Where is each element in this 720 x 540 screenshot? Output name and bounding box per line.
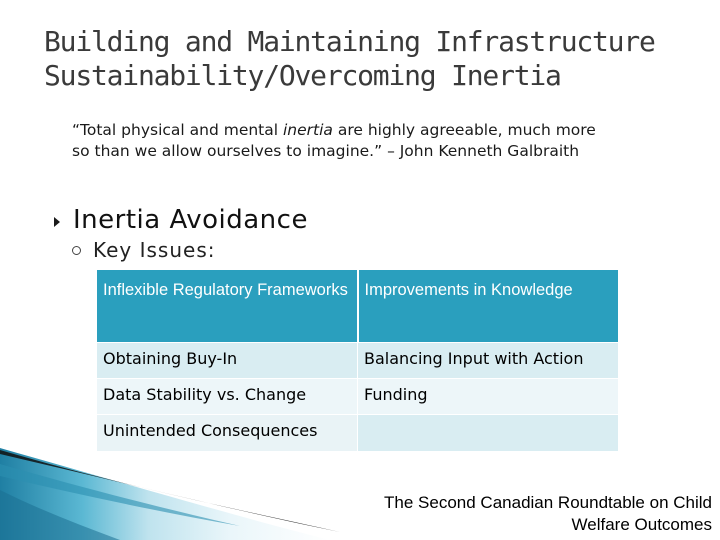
quote-italic-word: inertia bbox=[282, 121, 333, 139]
table-cell: Unintended Consequences bbox=[97, 415, 358, 452]
arrow-bullet-icon bbox=[54, 217, 60, 227]
sub-bullet-key-issues bbox=[72, 238, 216, 262]
quote-text-before: “Total physical and mental bbox=[72, 121, 283, 139]
slide-title bbox=[44, 25, 704, 93]
quote bbox=[72, 120, 702, 162]
ring-bullet-icon bbox=[72, 246, 81, 255]
footer-line-1: The Second Canadian Roundtable on Child bbox=[384, 493, 712, 512]
table-header-row bbox=[97, 270, 619, 343]
table-header-cell: Inflexible Regulatory Frameworks bbox=[97, 270, 358, 343]
table-cell: Balancing Input with Action bbox=[358, 343, 619, 379]
table-header-cell: Improvements in Knowledge bbox=[358, 270, 619, 343]
quote-text-after: are highly agreeable, much more bbox=[332, 121, 596, 139]
footer-line-2: Welfare Outcomes bbox=[571, 515, 712, 534]
footer-conference bbox=[332, 492, 712, 536]
table-row bbox=[97, 343, 619, 379]
key-issues-table bbox=[96, 269, 619, 452]
sub-bullet-text: Key Issues: bbox=[93, 238, 216, 262]
bullet-inertia-avoidance bbox=[54, 200, 308, 240]
title-line-1: Building and Maintaining Infrastructure bbox=[44, 25, 655, 58]
table-cell: Data Stability vs. Change bbox=[97, 379, 358, 415]
title-line-2: Sustainability/Overcoming Inertia bbox=[44, 59, 561, 92]
table-row bbox=[97, 379, 619, 415]
quote-line-1 bbox=[72, 120, 702, 141]
table-cell: Obtaining Buy-In bbox=[97, 343, 358, 379]
table-cell: Funding bbox=[358, 379, 619, 415]
quote-line-2: so than we allow ourselves to imagine.” – John Kenneth Galbraith bbox=[72, 142, 580, 160]
bullet-text: Inertia Avoidance bbox=[73, 205, 308, 235]
